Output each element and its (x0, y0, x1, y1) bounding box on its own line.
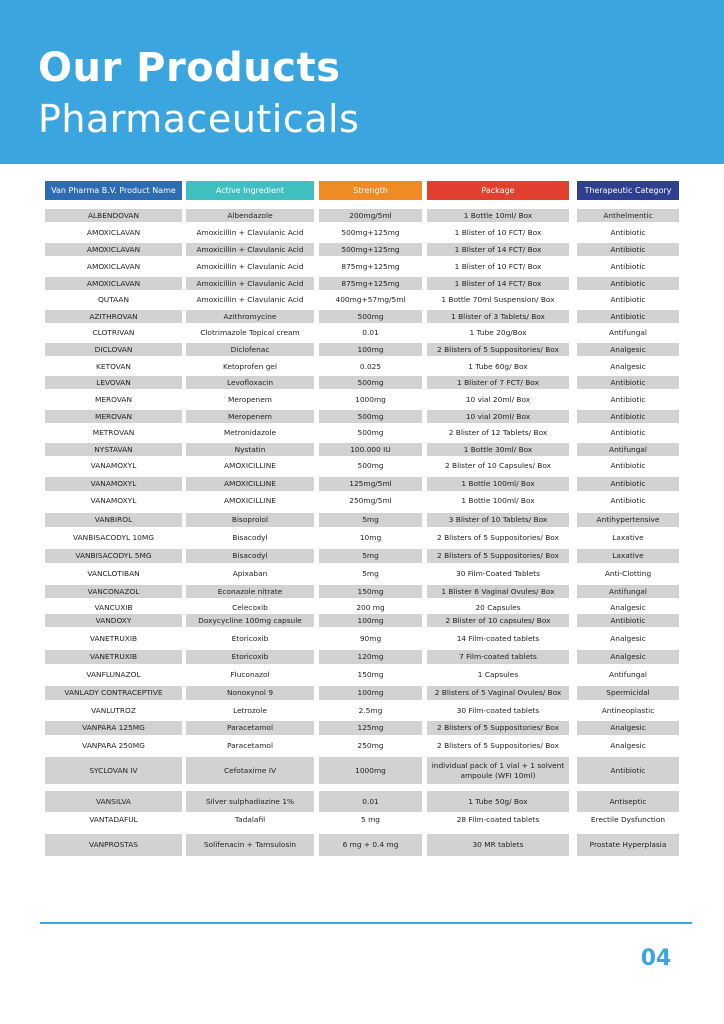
strength-cell: 125mg (319, 721, 422, 735)
therapeutic-category-cell: Antifungal (577, 585, 679, 598)
strength-cell: 150mg (357, 669, 384, 679)
product-name-cell: CLOTRIVAN (92, 327, 135, 337)
active-ingredient-cell: Ketoprofen gel (222, 361, 277, 371)
therapeutic-category-cell: Analgesic (577, 343, 679, 356)
active-ingredient-cell: Econazole nitrate (186, 585, 314, 598)
active-ingredient-cell: Etoricoxib (186, 650, 314, 664)
strength-cell: 1000mg (319, 757, 422, 784)
strength-cell: 5mg (319, 513, 422, 527)
package-cell: 3 Blister of 10 Tablets/ Box (427, 513, 569, 527)
product-name-cell: VANLUTROZ (91, 705, 136, 715)
active-ingredient-cell: Etoricoxib (231, 633, 269, 643)
strength-cell: 500mg (357, 427, 384, 437)
therapeutic-category-cell: Antibiotic (610, 394, 646, 404)
package-cell: 1 Bottle 10ml/ Box (427, 209, 569, 222)
active-ingredient-cell: Fluconazol (230, 669, 270, 679)
package-cell: 1 Blister of 14 FCT/ Box (427, 277, 569, 290)
therapeutic-category-cell: Anti-Clotting (604, 569, 652, 578)
product-name-cell: DICLOVAN (45, 343, 182, 356)
active-ingredient-cell: Meropenem (186, 410, 314, 423)
package-cell: 30 Film-coated tablets (456, 705, 540, 715)
therapeutic-category-cell: Antihypertensive (577, 513, 679, 527)
product-name-cell: AMOXICLAVAN (45, 277, 182, 290)
therapeutic-category-cell: Laxative (612, 533, 644, 542)
active-ingredient-cell: Amoxicillin + Clavulanic Acid (186, 277, 314, 290)
active-ingredient-cell: Levofloxacin (186, 376, 314, 389)
product-name-cell: VANPROSTAS (45, 834, 182, 856)
strength-cell: 400mg+57mg/5ml (335, 294, 406, 304)
product-name-cell: VANDOXY (45, 614, 182, 627)
strength-cell: 500mg (357, 460, 384, 470)
package-cell: 1 Blister of 7 FCT/ Box (427, 376, 569, 389)
title-banner (0, 0, 724, 164)
active-ingredient-cell: AMOXICILLINE (224, 496, 276, 505)
column-header-package: Package (427, 181, 569, 200)
active-ingredient-cell: Metronidazole (223, 427, 277, 437)
product-name-cell: KETOVAN (96, 361, 131, 371)
strength-cell: 100.000 IU (319, 443, 422, 456)
package-cell: 10 vial 20ml/ Box (427, 410, 569, 423)
product-name-cell: VANETRUXIB (45, 650, 182, 664)
package-cell: 1 Bottle 100ml/ Box (427, 477, 569, 491)
strength-cell: 150mg (319, 585, 422, 598)
product-name-cell: QUTAAN (97, 294, 129, 304)
therapeutic-category-cell: Analgesic (577, 650, 679, 664)
active-ingredient-cell: Cefotaxime IV (186, 757, 314, 784)
product-name-cell: AMOXICLAVAN (86, 227, 141, 237)
strength-cell: 0.01 (319, 791, 422, 812)
strength-cell: 90mg (359, 633, 382, 643)
active-ingredient-cell: Amoxicillin + Clavulanic Acid (186, 243, 314, 256)
product-name-cell: AZITHROVAN (45, 310, 182, 323)
package-cell: 1 Tube 60g/ Box (468, 361, 528, 371)
therapeutic-category-cell: Analgesic (610, 633, 646, 643)
strength-cell: 6 mg + 0.4 mg (319, 834, 422, 856)
product-name-cell: VANBISACODYL 10MG (73, 533, 154, 542)
therapeutic-category-cell: Analgesic (577, 721, 679, 735)
therapeutic-category-cell: Anthelmentic (577, 209, 679, 222)
strength-cell: 5 mg (361, 815, 380, 824)
therapeutic-category-cell: Antibiotic (577, 477, 679, 491)
active-ingredient-cell: Nystatin (186, 443, 314, 456)
therapeutic-category-cell: Antibiotic (577, 757, 679, 784)
product-name-cell: MEROVAN (45, 410, 182, 423)
package-cell: 2 Blister of 12 Tablets/ Box (448, 427, 548, 437)
active-ingredient-cell: Amoxicillin + Clavulanic Acid (196, 294, 304, 304)
package-cell: 2 Blisters of 5 Suppositories/ Box (427, 343, 569, 356)
product-name-cell: NYSTAVAN (45, 443, 182, 456)
package-cell: 2 Blisters of 5 Suppositories/ Box (437, 740, 559, 750)
package-cell: 1 Capsules (477, 669, 519, 679)
active-ingredient-cell: Amoxicillin + Clavulanic Acid (196, 261, 304, 271)
package-cell: 30 Film-Coated Tablets (456, 569, 540, 578)
therapeutic-category-cell: Spermicidal (577, 686, 679, 700)
package-cell: 7 Film-coated tablets (427, 650, 569, 664)
therapeutic-category-cell: Antibiotic (610, 261, 646, 271)
strength-cell: 875mg+125mg (319, 277, 422, 290)
package-cell: 1 Tube 50g/ Box (427, 791, 569, 812)
package-cell: 2 Blister of 10 Capsules/ Box (444, 460, 552, 470)
product-name-cell: MEROVAN (94, 394, 133, 404)
strength-cell: 500mg+125mg (319, 243, 422, 256)
active-ingredient-cell: Diclofenac (186, 343, 314, 356)
strength-cell: 2.5mg (358, 705, 383, 715)
product-name-cell: LEVOVAN (45, 376, 182, 389)
column-header-product-name: Van Pharma B.V. Product Name (45, 181, 182, 200)
therapeutic-category-cell: Analgesic (610, 361, 646, 371)
package-cell: 2 Blisters of 5 Suppositories/ Box (437, 533, 559, 542)
therapeutic-category-cell: Erectile Dysfunction (590, 815, 666, 824)
strength-cell: 1000mg (355, 394, 386, 404)
product-name-cell: VANBISACODYL 5MG (45, 549, 182, 563)
strength-cell: 100mg (319, 686, 422, 700)
package-cell: 30 MR tablets (427, 834, 569, 856)
product-name-cell: VANETRUXIB (89, 633, 138, 643)
active-ingredient-cell: Tadalafil (234, 815, 266, 824)
therapeutic-category-cell: Antibiotic (610, 294, 646, 304)
package-cell: 14 Film-coated tablets (456, 633, 540, 643)
package-cell: 2 Blisters of 5 Vaginal Ovules/ Box (427, 686, 569, 700)
active-ingredient-cell: AMOXICILLINE (224, 460, 276, 470)
therapeutic-category-cell: Antibiotic (610, 496, 646, 505)
therapeutic-category-cell: Antibiotic (577, 243, 679, 256)
strength-cell: 250mg/5ml (349, 496, 392, 505)
package-cell: 20 Capsules (475, 602, 521, 612)
strength-cell: 875mg+125mg (341, 261, 400, 271)
therapeutic-category-cell: Antibiotic (610, 227, 646, 237)
therapeutic-category-cell: Antibiotic (577, 310, 679, 323)
product-name-cell: VANCUXIB (94, 602, 133, 612)
strength-cell: 200 mg (356, 602, 385, 612)
strength-cell: 5mg (319, 549, 422, 563)
therapeutic-category-cell: Analgesic (610, 602, 646, 612)
therapeutic-category-cell: Antibiotic (610, 427, 646, 437)
package-cell: individual pack of 1 vial + 1 solvent ampoule (WFI 10ml) (427, 757, 569, 784)
package-cell: 28 Film-coated tablets (456, 815, 540, 824)
therapeutic-category-cell: Antifungal (609, 327, 647, 337)
therapeutic-category-cell: Antiseptic (577, 791, 679, 812)
page-title: Our Products (38, 45, 341, 91)
therapeutic-category-cell: Laxative (577, 549, 679, 563)
active-ingredient-cell: Paracetamol (226, 740, 274, 750)
product-name-cell: VANSILVA (45, 791, 182, 812)
active-ingredient-cell: Clotrimazole Topical cream (200, 327, 300, 337)
package-cell: 1 Blister of 14 FCT/ Box (427, 243, 569, 256)
product-name-cell: VANAMOXYL (45, 477, 182, 491)
strength-cell: 200mg/5ml (319, 209, 422, 222)
package-cell: 1 Bottle 100ml/ Box (461, 496, 535, 505)
active-ingredient-cell: Bisacodyl (186, 549, 314, 563)
package-cell: 1 Blister of 3 Tablets/ Box (427, 310, 569, 323)
page-number: 04 (640, 946, 672, 971)
page-subtitle: Pharmaceuticals (38, 97, 360, 141)
strength-cell: 125mg/5ml (319, 477, 422, 491)
footer-divider (40, 922, 692, 924)
active-ingredient-cell: Doxycycline 100mg capsule (186, 614, 314, 627)
strength-cell: 500mg (319, 410, 422, 423)
product-name-cell: VANPARA 125MG (45, 721, 182, 735)
strength-cell: 100mg (319, 614, 422, 627)
active-ingredient-cell: Celecoxib (232, 602, 268, 612)
package-cell: 1 Blister 6 Vaginal Ovules/ Box (427, 585, 569, 598)
product-name-cell: AMOXICLAVAN (86, 261, 141, 271)
product-name-cell: VANLADY CONTRACEPTIVE (45, 686, 182, 700)
strength-cell: 120mg (319, 650, 422, 664)
strength-cell: 10mg (359, 533, 382, 542)
package-cell: 10 vial 20ml/ Box (465, 394, 531, 404)
therapeutic-category-cell: Antibiotic (577, 410, 679, 423)
therapeutic-category-cell: Antifungal (609, 669, 647, 679)
strength-cell: 500mg+125mg (341, 227, 400, 237)
active-ingredient-cell: Albendazole (186, 209, 314, 222)
package-cell: 1 Bottle 30ml/ Box (427, 443, 569, 456)
therapeutic-category-cell: Antibiotic (577, 376, 679, 389)
package-cell: 1 Blister of 10 FCT/ Box (454, 227, 542, 237)
active-ingredient-cell: Letrozole (233, 705, 267, 715)
product-name-cell: VANCONAZOL (45, 585, 182, 598)
therapeutic-category-cell: Analgesic (610, 740, 646, 750)
package-cell: 1 Bottle 70ml Suspension/ Box (441, 294, 555, 304)
therapeutic-category-cell: Antifungal (577, 443, 679, 456)
strength-cell: 5mg (362, 569, 379, 578)
package-cell: 2 Blister of 10 capsules/ Box (427, 614, 569, 627)
active-ingredient-cell: Paracetamol (186, 721, 314, 735)
product-name-cell: METROVAN (92, 427, 135, 437)
product-name-cell: VANAMOXYL (90, 460, 137, 470)
active-ingredient-cell: Nonoxynol 9 (186, 686, 314, 700)
column-header-therapeutic-category: Therapeutic Category (577, 181, 679, 200)
strength-cell: 500mg (319, 376, 422, 389)
strength-cell: 0.025 (359, 361, 382, 371)
package-cell: 2 Blisters of 5 Suppositories/ Box (427, 549, 569, 563)
active-ingredient-cell: Bisoprolol (186, 513, 314, 527)
package-cell: 1 Blister of 10 FCT/ Box (454, 261, 542, 271)
product-name-cell: VANTADAFUL (89, 815, 138, 824)
therapeutic-category-cell: Antibiotic (610, 460, 646, 470)
product-name-cell: VANFLUNAZOL (86, 669, 141, 679)
active-ingredient-cell: Solifenacin + Tamsulosin (186, 834, 314, 856)
therapeutic-category-cell: Antibiotic (577, 277, 679, 290)
strength-cell: 100mg (319, 343, 422, 356)
strength-cell: 500mg (319, 310, 422, 323)
therapeutic-category-cell: Antineoplastic (601, 705, 655, 715)
product-name-cell: VANBIROL (45, 513, 182, 527)
active-ingredient-cell: Meropenem (228, 394, 272, 404)
active-ingredient-cell: Silver sulphadiazine 1% (186, 791, 314, 812)
active-ingredient-cell: Amoxicillin + Clavulanic Acid (196, 227, 304, 237)
product-name-cell: VANAMOXYL (90, 496, 137, 505)
product-name-cell: SYCLOVAN IV (45, 757, 182, 784)
therapeutic-category-cell: Prostate Hyperplasia (577, 834, 679, 856)
strength-cell: 250mg (357, 740, 384, 750)
product-name-cell: VANCLOTIBAN (87, 569, 140, 578)
active-ingredient-cell: Azithromycine (186, 310, 314, 323)
column-header-active-ingredient: Active Ingredient (186, 181, 314, 200)
product-name-cell: ALBENDOVAN (45, 209, 182, 222)
active-ingredient-cell: AMOXICILLINE (186, 477, 314, 491)
strength-cell: 0.01 (362, 327, 379, 337)
active-ingredient-cell: Apixaban (232, 569, 268, 578)
active-ingredient-cell: Bisacodyl (232, 533, 268, 542)
package-cell: 2 Blisters of 5 Suppositories/ Box (427, 721, 569, 735)
column-header-strength: Strength (319, 181, 422, 200)
product-name-cell: AMOXICLAVAN (45, 243, 182, 256)
therapeutic-category-cell: Antibiotic (577, 614, 679, 627)
package-cell: 1 Tube 20g/Box (469, 327, 527, 337)
product-name-cell: VANPARA 250MG (82, 740, 145, 750)
